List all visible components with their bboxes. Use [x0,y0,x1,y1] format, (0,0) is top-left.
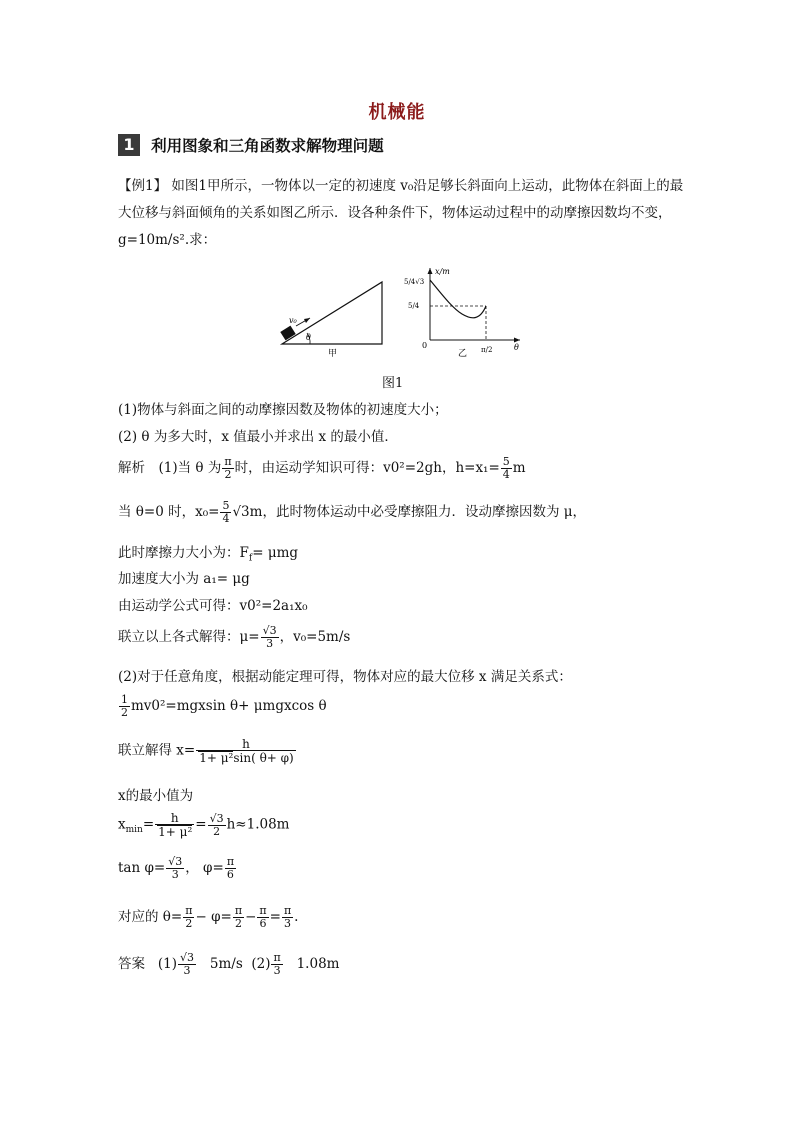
ans-frac-2: $\frac{\pi}{3}$ [273,951,281,977]
problem-statement: 【例1】 如图1甲所示，一物体以一定的初速度 v₀沿足够长斜面向上运动，此物体在斜面上的最大位移与斜面倾角的关系如图乙所示．设各种条件下，物体运动过程中的动摩擦因数均不变，g=10m/s².求： [118,178,684,248]
label-jia: 甲 [328,349,338,358]
s2-pre: 当 θ=0 时，x₀= [118,504,220,520]
figure-caption: 图1 [382,376,404,391]
section-number-badge: 1 [118,134,140,156]
solution-line-13: 对应的 θ= $\frac{\pi}{2}$ − φ= $\frac{\pi}{2}$ − $\frac{\pi}{6}$ = $\frac{\pi}{3}$ . [118,904,299,930]
frac-5-4b: $\frac{5}{4}$ [222,499,230,525]
frac-tan: $\frac{√3}{3}$ [168,855,183,881]
solution-line-8: $\frac{1}{2}$ mv0²=mgxsin θ+ μmgxcos θ [121,693,327,719]
solution-line-7: (2)对于任意角度，根据动能定理可得，物体对应的最大位移 x 满足关系式： [118,669,572,685]
frac-d: $\frac{\pi}{3}$ [283,904,292,930]
solution-line-4: 加速度大小为 a₁= μg [118,571,250,587]
frac-sqrt3-3: $\frac{√3}{3}$ [262,624,277,650]
pi-half-label: π/2 [481,346,493,354]
origin-label: 0 [422,341,428,350]
frac-b: $\frac{\pi}{2}$ [234,904,243,930]
y1-label: 5/4√3 [404,278,425,286]
solution-line-6: 联立以上各式解得：μ= $\frac{√3}{3}$ ，v₀=5m/s [118,624,351,650]
section-title: 利用图象和三角函数求解物理问题 [151,137,384,155]
s1-mid: 时，由运动学知识可得：v0²=2gh，h=x₁= [234,460,500,476]
frac-c: $\frac{\pi}{6}$ [259,904,267,930]
frac-pi-6: $\frac{\pi}{6}$ [226,855,235,881]
frac-sqrt3-2: $\frac{√3}{2}$ [209,811,224,838]
figure-jia-incline [270,278,390,358]
page-title: 机械能 [368,102,426,123]
solution-line-9: 联立解得 x= $\frac{h}{\text{1+ μ²sin( θ+ φ)}}$ [118,737,294,765]
label-yi: 乙 [458,349,468,358]
question-2: (2) θ 为多大时，x 值最小并求出 x 的最小值． [118,429,398,445]
y2-label: 5/4 [408,302,420,310]
answer-line: 答案 (1) $\frac{√3}{3}$ 5m/s (2) $\frac{\pi}{3}$ 1.08m [118,951,340,977]
y-axis-label: x/m [435,267,450,276]
frac-a: $\frac{\pi}{2}$ [185,904,193,930]
frac-xmin: $\frac{h}{\text{1+ μ²}}$ [155,812,194,838]
frac-1-2: $\frac{1}{2}$ [121,693,128,719]
solution-line-3: 此时摩擦力大小为：$F_f= \mu mg$ [118,545,299,564]
x-theta-curve [430,280,486,318]
question-1: (1)物体与斜面之间的动摩擦因数及物体的初速度大小； [118,402,448,418]
x-axis-label: θ [514,343,519,352]
ans-frac-1: $\frac{√3}{3}$ [180,951,195,977]
solution-line-1 [118,456,526,481]
figure-yi-graph [400,262,525,358]
s1-post: m [512,460,526,476]
frac-x-formula: $\frac{h}{\text{1+ μ²sin( θ+ φ)}}$ [196,738,296,764]
frac-5-4: $\frac{5}{4}$ [502,455,510,481]
section-header [118,134,384,158]
solution-line-5: 由运动学公式可得：v0²=2a₁x₀ [118,598,308,614]
s2-post: √3m，此时物体运动中必受摩擦阻力．设动摩擦因数为 μ， [232,504,587,520]
solution-line-12: tan φ= $\frac{√3}{3}$ ， φ= $\frac{\pi}{6}$ [118,855,235,881]
solution-line-10: x的最小值为 [118,788,194,804]
s1-pre: 解析 (1)当 θ 为 [118,460,222,476]
v0-label: v₀ [289,316,297,325]
theta-label-jia: θ [306,333,311,342]
solution-line-11: $x_{min}=$ $\frac{h}{\text{1+ μ²}}$ = $\frac{√3}{2}$ h≈1.08m [118,811,290,839]
frac-pi-2: $\frac{\pi}{2}$ [224,455,232,481]
solution-line-2 [118,500,586,525]
